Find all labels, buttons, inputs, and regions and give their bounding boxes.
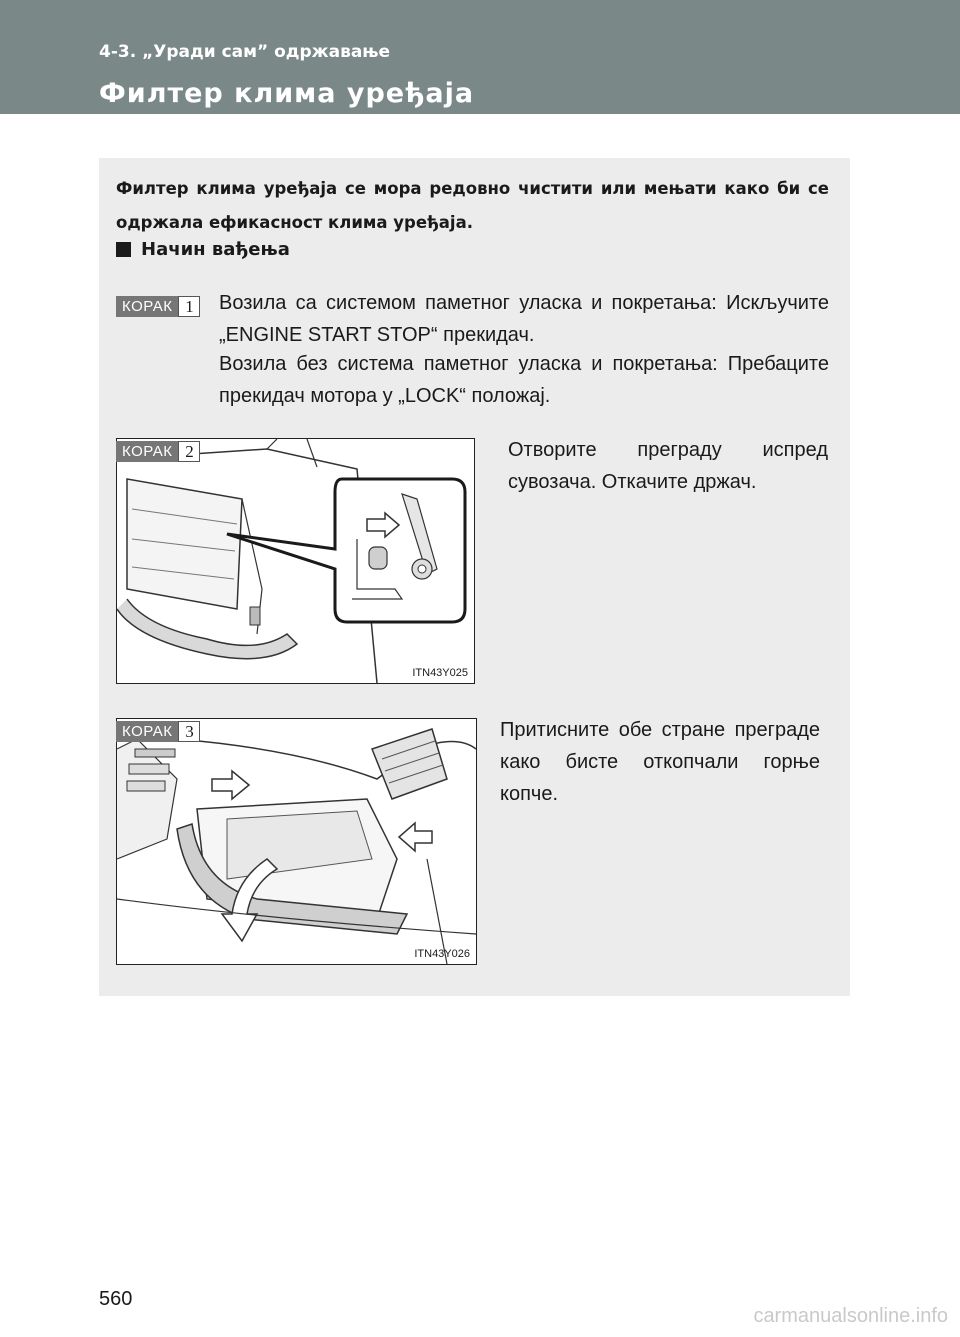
black-square-icon xyxy=(116,242,131,257)
step-2-text: Отворите преграду испред сувозача. Откачите држач. xyxy=(508,439,828,493)
step-1-badge xyxy=(116,296,200,317)
step-2-figure xyxy=(116,438,475,684)
subheading-text: Начин вађења xyxy=(141,239,290,260)
step-number: 2 xyxy=(178,441,200,462)
step-word: КОРАК xyxy=(116,721,178,742)
subheading xyxy=(116,239,290,260)
figure-code: ITN43Y026 xyxy=(414,948,470,960)
figure-code: ITN43Y025 xyxy=(412,667,468,679)
step-2-badge xyxy=(116,441,200,462)
section-label: 4-3. „Уради сам” одржавање xyxy=(99,42,391,62)
header-band xyxy=(0,0,960,114)
page-number: 560 xyxy=(99,1288,133,1310)
step-number: 3 xyxy=(178,721,200,742)
step-word: КОРАК xyxy=(116,441,178,462)
step-word: КОРАК xyxy=(116,296,178,317)
step-3-badge xyxy=(116,721,200,742)
intro-paragraph: Филтер клима уређаја се мора редовно чистити или мењати како би се одржала ефикасност клима уређаја. xyxy=(116,179,829,232)
step-1-paragraph-2: Возила без система паметног уласка и покретања: Пребаците прекидач мотора у „LOCK“ положај. xyxy=(219,353,829,407)
step-3-text: Притисните обе стране преграде како бисте откопчали горње копче. xyxy=(500,719,820,805)
page-title: Филтер клима уређаја xyxy=(99,78,475,109)
step-3-figure xyxy=(116,718,477,965)
glovebox-open-illustration xyxy=(117,719,476,964)
step-1-paragraph-1: Возила са системом паметног уласка и покретања: Искључите „ENGINE START STOP“ прекидач. xyxy=(219,292,829,346)
step-number: 1 xyxy=(178,296,200,317)
watermark: carmanualsonline.info xyxy=(753,1305,948,1327)
glovebox-latch-illustration xyxy=(117,439,474,683)
